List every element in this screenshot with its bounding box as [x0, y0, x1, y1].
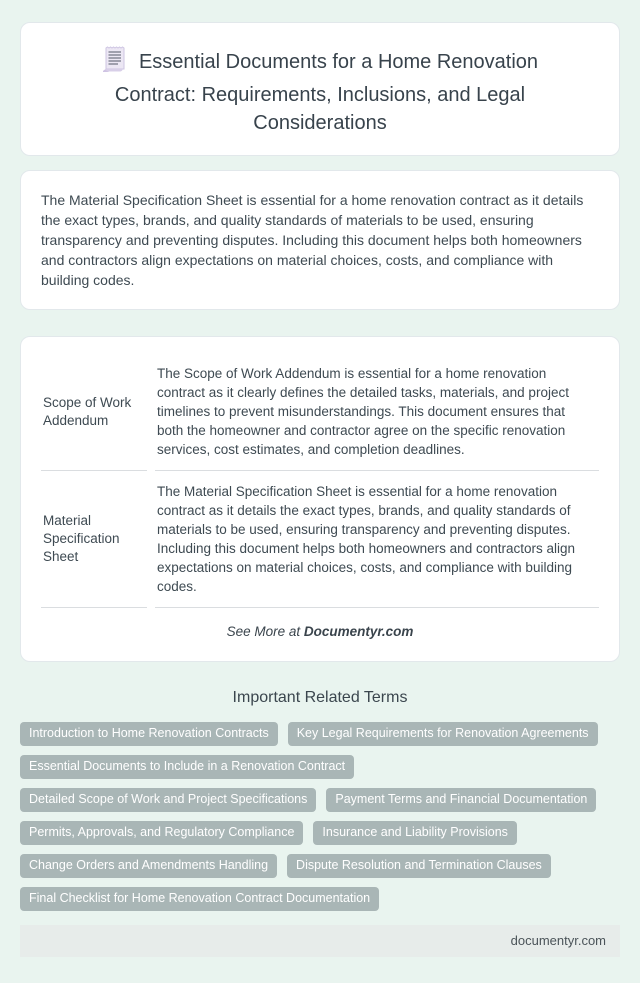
document-description: The Material Specification Sheet is essential for a home renovation contract as it details the exact types, brands, and quality standards of materials to be used, ensuring transparency and preventing disputes. Including this document helps both homeowners and contractors align expectations on material choices, costs, and compliance with building codes.: [155, 471, 599, 608]
documents-table: [33, 353, 607, 608]
document-description: The Scope of Work Addendum is essential for a home renovation contract as it clearly defines the detailed tasks, materials, and project timelines to prevent misunderstandings. This document ensures that both the homeowner and contractor agree on the specific renovation services, cost estimates, and completion deadlines.: [155, 353, 599, 471]
see-more-prefix: See More at: [226, 624, 304, 639]
summary-card: [20, 170, 620, 310]
related-term-pill[interactable]: Insurance and Liability Provisions: [313, 821, 517, 845]
related-term-pill[interactable]: Essential Documents to Include in a Renovation Contract: [20, 755, 354, 779]
documents-card: [20, 336, 620, 662]
related-term-pill[interactable]: Final Checklist for Home Renovation Contract Documentation: [20, 887, 379, 911]
related-term-pill[interactable]: Detailed Scope of Work and Project Specifications: [20, 788, 316, 812]
see-more-line: [33, 624, 607, 639]
summary-text: The Material Specification Sheet is essential for a home renovation contract as it details the exact types, brands, and quality standards of materials to be used, ensuring transparency and preventing disputes. Including this document helps both homeowners and contractors align expectations on material choices, costs, and compliance with building codes.: [41, 192, 584, 288]
document-term: Scope of Work Addendum: [41, 353, 147, 471]
document-term: Material Specification Sheet: [41, 471, 147, 608]
related-term-pill[interactable]: Key Legal Requirements for Renovation Agreements: [288, 722, 598, 746]
related-terms-list: [20, 722, 620, 911]
related-term-pill[interactable]: Change Orders and Amendments Handling: [20, 854, 277, 878]
related-term-pill[interactable]: Permits, Approvals, and Regulatory Compliance: [20, 821, 303, 845]
receipt-icon: [102, 46, 125, 81]
related-terms-heading: Important Related Terms: [232, 689, 408, 706]
related-term-pill[interactable]: Dispute Resolution and Termination Clauses: [287, 854, 551, 878]
table-row: [41, 353, 599, 471]
documents-table-body: [41, 353, 599, 608]
related-term-pill[interactable]: Introduction to Home Renovation Contracts: [20, 722, 278, 746]
see-more-site-name: Documentyr.com: [303, 624, 414, 639]
footer-site-name: documentyr.com: [510, 933, 606, 948]
footer-bar: [20, 925, 620, 957]
page-title-text: Essential Documents for a Home Renovation Contract: Requirements, Inclusions, and Legal Considerations: [114, 51, 539, 134]
table-row: [41, 471, 599, 608]
related-term-pill[interactable]: Payment Terms and Financial Documentation: [326, 788, 596, 812]
page-title: [89, 46, 551, 137]
title-card: [20, 22, 620, 156]
